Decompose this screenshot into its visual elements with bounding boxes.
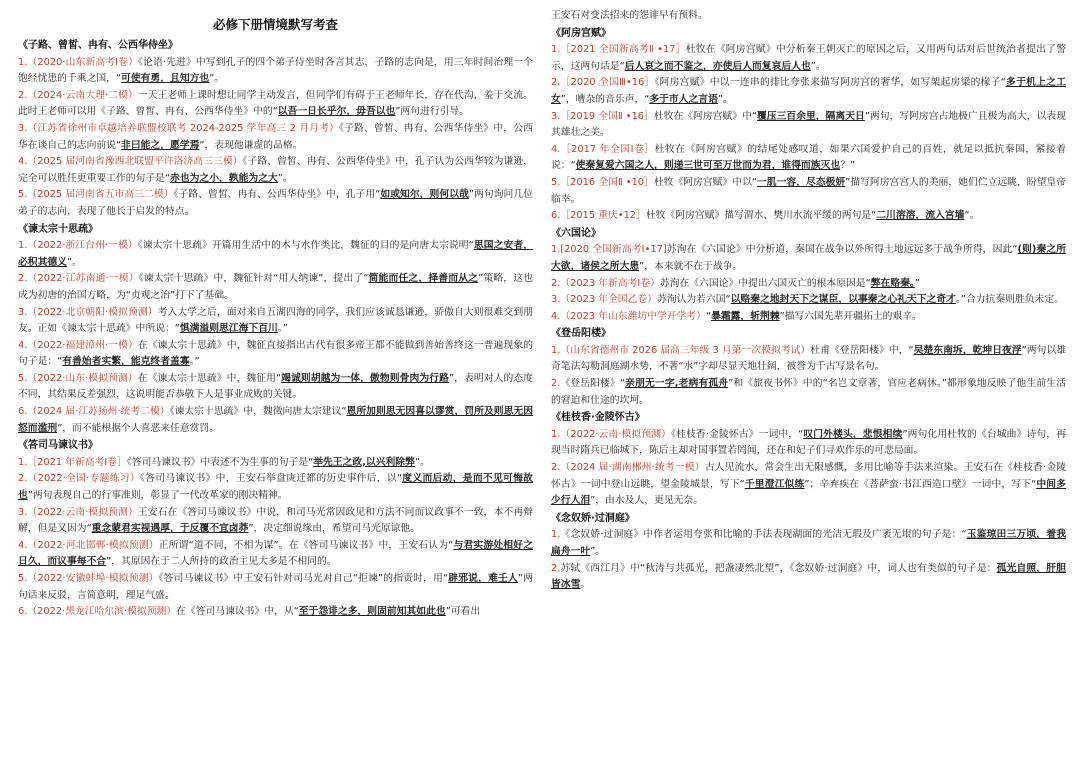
question-text: 《子路、曾皙、冉有、公西华侍坐》中，公西华在谈自己的志向前说“ <box>18 122 533 151</box>
question-item <box>18 338 533 371</box>
answer-text: 重念蒙君实视遇厚，于反覆不宜卤莽 <box>91 523 249 535</box>
question-item <box>18 154 533 187</box>
question-source: （2022·浙江台州·一模） <box>27 240 138 252</box>
question-item <box>551 343 1066 376</box>
question-number: 3. <box>18 506 28 518</box>
question-number: 4. <box>551 143 561 155</box>
section-heading: 《答司马谏议书》 <box>18 440 98 452</box>
question-source: （2020·山东新高考Ⅰ卷） <box>27 56 139 68</box>
question-number: 2. <box>551 562 561 574</box>
question-text: 正所谓“道不同，不相为谋”。在《答司马谏议书》中，王安石认为“ <box>158 539 454 551</box>
question-item <box>18 471 533 504</box>
question-source: ［2015 重庆•12］ <box>560 210 646 222</box>
question-text: 杜甫《登岳阳楼》中，“ <box>810 344 914 356</box>
question-item <box>18 238 533 271</box>
question-text-tail: ”。 <box>590 546 606 557</box>
answer-text: 如或知尔，则何以哉 <box>380 189 469 201</box>
question-text: 苏轼《西江月》中“秋涛与共孤光，把盏凄然北望”，《念奴娇·过洞庭》中，词人也有类似的句子是： <box>560 562 997 574</box>
question-number: 2. <box>18 273 28 285</box>
question-item <box>551 208 1066 225</box>
question-text-tail: ”。 <box>810 60 826 72</box>
question-text: 《阿房宫赋》中以一连串的排比夸张来描写阿房宫的奢华，如写架起房梁的椽子“ <box>654 77 1006 89</box>
answer-text: 叹门外楼头，悲恨相续 <box>803 428 903 440</box>
question-item <box>551 109 1066 142</box>
question-text: 杜牧在《阿房宫赋》的结尾处感叹道，如果六国爱护自己的百姓，就足以抵抗秦国，紧接着说：“ <box>551 143 1067 172</box>
answer-text: 多于市人之言语 <box>649 93 718 105</box>
answer-text: 举先王之政,以兴利除弊 <box>313 456 415 468</box>
question-source: （2023 年新高考Ⅰ卷） <box>560 277 660 289</box>
question-number: 2. <box>18 473 28 485</box>
question-text-tail: ”两句以雄奇笔法勾勒洞庭湖水势，不著“水”字却尽显天地壮阔，被誉为千古写景名句。 <box>551 344 1067 373</box>
question-source: （2022·江苏南通·一模） <box>27 273 139 285</box>
question-item <box>18 455 533 472</box>
question-text: 在《谏太宗十思疏》中，魏征直接指出古代有很多帝王都不能做到善始善终这一普遍现象的句子是：“ <box>18 339 533 368</box>
answer-text: 有善始者实繁，能克终者盖寡 <box>62 356 190 368</box>
question-item <box>18 55 533 88</box>
question-text: 苏洵在《六国论》中分析道，秦国在战争以外所得土地远远多于战争所得，因此“ <box>666 244 1018 256</box>
question-source: （2022·云南·模拟预测） <box>27 506 138 518</box>
question-text-tail: ”。 <box>964 210 980 222</box>
question-text-tail: ”两句化用杜牧的《台城曲》诗句，再现当时隋兵已临城下，陈后主却对国事置若罔闻，还在和妃子们寻欢作乐的可悲局面。 <box>551 428 1066 457</box>
question-source: （2024·云南大理·二模） <box>27 89 138 101</box>
question-item <box>551 75 1066 108</box>
question-text: 在《答司马谏议书》中，从“ <box>176 606 299 618</box>
question-item <box>18 571 533 604</box>
question-number: 1. <box>551 428 561 440</box>
question-source: ［2019 全国Ⅱ •16］ <box>560 110 654 122</box>
question-number: 4. <box>18 539 28 551</box>
question-number: 4. <box>551 310 561 322</box>
answer-text: 中间多少行人泪 <box>551 478 1067 507</box>
question-number: 1. <box>18 56 28 68</box>
question-text-tail: ”可看出 <box>445 606 481 618</box>
question-item <box>551 527 1066 560</box>
question-number: 5. <box>18 372 28 384</box>
question-text-tail: 。 <box>580 579 591 591</box>
question-text-tail: ”。 <box>414 456 430 468</box>
question-number: 3. <box>551 110 561 122</box>
question-text: 王安石在《答司马谏议书》中说，和司马光常因政见和方法不同而议政事不一致，本不再辩解，但是又因为“ <box>18 506 533 535</box>
answer-text: 度义而后动，是而不见可悔故也 <box>18 473 533 502</box>
question-text-tail: ”，本来就不在于战争。 <box>639 260 743 272</box>
answer-text: 可使有勇，且知方也 <box>121 73 210 85</box>
answer-text: 简能而任之，择善而从之 <box>368 273 479 285</box>
answer-text: 惧满溢则思江海下百川 <box>179 323 278 335</box>
question-number: 2. <box>551 77 561 89</box>
answer-text: 与君实游处相好之日久，而议事每不合 <box>18 539 534 568</box>
question-text: 《登岳阳楼》“ <box>560 378 626 390</box>
question-text: 《谏太宗十思疏》中，魏徵向唐太宗建议“ <box>169 406 347 418</box>
question-text: 《子路、曾皙、冉有、公西华侍坐》中，孔子用“ <box>173 189 381 201</box>
question-text-tail: ”。 <box>66 256 82 268</box>
answer-text: 亲朋无一字,老病有孤舟 <box>625 378 729 390</box>
question-text: 《念奴娇·过洞庭》中作者运用夸张和比喻的手法表现湖面的光洁无瑕及广袤无垠的句子是：“ <box>560 529 967 541</box>
question-number: 1. <box>18 456 28 468</box>
question-number: 1. <box>18 240 28 252</box>
question-source: （2022·山东·模拟预测） <box>27 372 138 384</box>
question-text-tail: ”策略，这也成为初唐的治国方略，为“贞观之治”打下了基础。 <box>18 273 534 301</box>
question-item <box>18 187 533 220</box>
question-text: 《子路、曾皙、冉有、公西华侍坐》中，孔子认为公西华较为谦逊，完全可以胜任更重要工作的句子是“ <box>18 156 533 184</box>
question-text-tail: ”。 <box>277 172 293 184</box>
question-number: 5. <box>551 176 561 188</box>
question-text-tail: ”，决定细说缘由，希望司马光原谅他。 <box>248 523 421 535</box>
question-item <box>18 121 533 154</box>
question-number: 3. <box>551 294 561 306</box>
question-text-tail: ”描写六国先辈开疆拓土的艰辛。 <box>779 310 922 322</box>
question-text-tail: 。” <box>189 356 200 368</box>
question-source: ［2021 年新高考Ⅰ卷］ <box>27 456 127 468</box>
question-text-tail: ”描写阿房宫宫人的美丽，她们伫立远眺，盼望皇帝临幸。 <box>551 176 1066 205</box>
question-text-tail: ”和《旅夜书怀》中的“名岂文章著，官应老病休。”都形象地反映了他生前生活的窘迫和仕途的坎坷。 <box>551 378 1066 406</box>
section-heading: 《阿房宫赋》 <box>551 27 611 39</box>
question-number: 1. <box>551 244 561 256</box>
question-source: ［2017 年全国Ⅰ卷］ <box>560 143 655 155</box>
question-source: （2022·河北邯郸·模拟预测） <box>27 539 159 551</box>
left-column <box>18 8 533 764</box>
question-text-tail: ”，其原因在于二人所持的政治主见大多是不相同的。 <box>106 556 337 568</box>
question-text-tail: ”。 <box>209 73 225 85</box>
question-number: 3. <box>18 122 28 134</box>
question-item <box>18 604 533 621</box>
question-text-tail: ”；辛弃疾在《菩萨蛮·书江西造口壁》一词中，写下“ <box>804 478 1037 490</box>
question-item <box>18 305 533 338</box>
question-text-tail: ”。 <box>717 93 733 105</box>
question-text-tail: ”，嘈杂的音乐声，“ <box>560 93 650 105</box>
question-item <box>551 142 1066 175</box>
section-heading: 《谏太宗十思疏》 <box>18 223 98 235</box>
question-number: 6. <box>551 210 561 222</box>
answer-text: 覆压三百余里，隔离天日 <box>756 110 865 122</box>
question-text-tail: ”，表现他谦虚的品格。 <box>199 139 303 151</box>
question-text-tail: ”，而不能根据个人喜恶来任意赏罚。 <box>57 422 220 434</box>
question-item <box>18 538 533 571</box>
question-number: 5. <box>18 573 28 584</box>
answer-text: 孤光自照，肝胆皆冰雪 <box>551 562 1066 591</box>
answer-text: 千里澄江似练 <box>744 478 805 490</box>
answer-text: 以赂秦之地封天下之谋臣，以事秦之心礼天下之奇才 <box>730 294 956 306</box>
question-number: 1. <box>551 344 561 356</box>
question-text: 一天王老师上课时想让同学主动发言，但同学们有碍于王老师年长，存在代沟，羞于交流。此时王老师可以用《子路、曾皙、冉有、公西华侍坐》中的“ <box>18 89 533 118</box>
question-source: （2022·黑龙江哈尔滨·模拟预测） <box>27 606 177 618</box>
question-text-tail: ”两句表现自己的行事准则，彰显了一代改革家的刚决精神。 <box>27 490 288 502</box>
question-item <box>551 376 1066 409</box>
answer-text: 思国之安者，必积其德义 <box>18 240 533 268</box>
question-item <box>551 242 1066 275</box>
answer-text: 至于怨诽之多，则固前知其如此也 <box>298 606 446 618</box>
answer-text: 使秦复爱六国之人，则递三世可至万世而为君，谁得而族灭也 <box>575 160 841 172</box>
answer-text: 赤也为之小，孰能为之大 <box>170 172 278 184</box>
question-number: 6. <box>18 606 28 618</box>
question-item <box>551 309 1066 326</box>
answer-text: 竭诚则胡越为一体，傲物则骨肉为行路 <box>281 372 449 384</box>
answer-text: 吴楚东南坼，乾坤日夜浮 <box>913 344 1022 356</box>
question-text-tail: ”，表明对人的态度不同，其结果反差强烈，这说明能否恭敬下人是事业成败的关键。 <box>18 372 534 401</box>
question-text: 苏洵在《六国论》中提出六国灭亡的根本原因是“ <box>659 277 871 289</box>
question-number: 2. <box>551 277 561 289</box>
answer-text: 暴霜露，斩荆棘 <box>711 310 780 322</box>
section-heading: 《桂枝香·金陵怀古》 <box>551 412 645 424</box>
question-source: （2025 届河南省五市高三二模） <box>27 189 174 201</box>
question-item <box>551 460 1066 510</box>
question-text: 杜牧在《阿房宫赋》中“ <box>653 110 757 122</box>
section-heading: 《登岳阳楼》 <box>551 328 611 340</box>
question-text: 《桂枝香·金陵怀古》一词中，“ <box>671 428 804 440</box>
question-item <box>551 175 1066 208</box>
question-text: 《答司马谏议书》中，王安石举盘庚迁都的历史事件后，以“ <box>139 473 403 485</box>
question-number: 6. <box>18 406 28 418</box>
question-item <box>551 292 1066 309</box>
question-text: 《答司马谏议书》中表述不为生事的句子是“ <box>126 456 314 468</box>
question-item <box>18 371 533 404</box>
question-number: 2. <box>551 378 561 390</box>
question-text: 苏洵认为若六国“ <box>656 294 731 306</box>
question-text: 《答司马谏议书》中王安石针对司马光对自己“拒谏”的指责时，用“ <box>158 573 449 584</box>
question-text-tail: 。”合力抗秦则胜负未定。 <box>955 294 1064 306</box>
answer-text: 二川溶溶，流入宫墙 <box>876 210 965 222</box>
question-number: 4. <box>18 156 28 168</box>
question-source: [2020 全国新高考Ⅰ•17] <box>560 244 667 256</box>
question-item <box>18 404 533 437</box>
answer-text: 玉鉴琼田三万顷，着我扁舟一叶 <box>551 529 1066 557</box>
page-title: 必修下册情境默写考查 <box>212 17 338 32</box>
question-source: ［2016 全国Ⅱ •10］ <box>560 176 654 188</box>
question-item <box>18 505 533 538</box>
question-item <box>18 88 533 121</box>
answer-text: 弊在赂秦。 <box>870 277 915 289</box>
question-text-tail: ”两句进行引导。 <box>395 106 470 118</box>
question-source: （2024 届·湖南郴州·统考一模） <box>560 462 705 474</box>
answer-text: 非曰能之，愿学焉 <box>121 139 200 151</box>
question-number: 4. <box>18 339 28 351</box>
question-source: （2025 届河南省豫西北联盟平许洛济高三三模） <box>27 156 243 168</box>
question-item <box>551 276 1066 293</box>
answer-text: 多于机上之工女 <box>551 77 1067 105</box>
question-text: 在《谏太宗十思疏》中，魏征用“ <box>137 372 282 384</box>
question-text-tail: ”两句话来反驳，言简意明，理足气盛。 <box>18 573 534 601</box>
question-text-tail: ”，由水及人，更见无奈。 <box>590 495 704 507</box>
question-source: （2022·全国·专题练习） <box>27 473 140 485</box>
question-text: 《谏太宗十思疏》开篇用生活中的木与水作类比，魏征的目的是向唐太宗说明“ <box>137 240 474 252</box>
continuation-text: 王安石对变法招来的怨诽早有预料。 <box>551 10 708 21</box>
question-item <box>551 427 1066 460</box>
section-heading: 《念奴娇·过洞庭》 <box>551 512 635 524</box>
question-number: 5. <box>18 189 28 201</box>
answer-text: 一肌一容，尽态极妍 <box>756 176 846 188</box>
question-source: （2023 年全国乙卷） <box>560 294 657 306</box>
question-text: 杜牧《阿房宫赋》描写渭水、樊川水流平缓的两句是“ <box>645 210 877 222</box>
question-text: 杜牧在《阿房宫赋》中分析秦王朝灭亡的原因之后，又用两句话对后世统治者提出了警示，这两句话是“ <box>551 44 1066 72</box>
question-source: （江苏省徐州市卓越培养联盟校联考 2024-2025 学年高三 2 月月考） <box>27 122 340 134</box>
question-number: 1. <box>551 44 561 56</box>
right-column <box>551 8 1066 764</box>
answer-text: 辟邪说，难壬人 <box>448 573 518 584</box>
question-item <box>551 42 1066 75</box>
answer-text: 恩所加则思无因喜以谬赏，罚所及则思无因怒而滥刑 <box>18 406 533 434</box>
question-text: 古人见流水，常会生出无限感慨，多用比喻等手法来渲染。王安石在《桂枝香·金陵怀古》一词中登山远眺，望金陵城景，写下“ <box>551 462 1066 490</box>
question-source: （2024 届·江苏扬州·统考二模） <box>27 406 170 418</box>
question-text-tail: ？” <box>840 160 856 172</box>
question-source: （2023 年山东潍坊中学开学考） <box>560 310 706 322</box>
question-source: （山东省德州市 2026 届高三年级 3 月第一次模拟考试） <box>560 344 811 356</box>
question-source: （2022·北京朝阳·模拟预测） <box>27 306 158 318</box>
question-text-tail: ” <box>914 277 920 289</box>
question-number: 2. <box>18 89 28 101</box>
question-source: （2022·安徽蚌埠·模拟预测） <box>27 573 159 584</box>
question-text-tail: ”两句，写阿房宫占地极广且极为高大，以表现其雄壮之美。 <box>551 110 1066 139</box>
question-source: （2022·云南·模拟预测） <box>560 428 672 440</box>
question-number: 3. <box>18 306 28 318</box>
answer-text: 以吾一日长乎尔，毋吾以也 <box>277 106 396 118</box>
question-text: 《论语·先进》中写到孔子的四个弟子侍坐时各言其志，子路的志向是，用三年时间治理一个饱经忧患的千乘之国，“ <box>18 56 533 85</box>
question-text-tail: ”两句询问几位弟子的志向，表现了他长于启发的特点。 <box>18 189 534 217</box>
question-text: 考入大学之后，面对来自五湖四海的同学，我们应该诚恳谦逊，骄傲自大则很难交到朋友。正如《谏太宗十思疏》中所说：“ <box>18 306 533 335</box>
question-source: ［2020 全国Ⅲ•16］ <box>560 77 655 89</box>
question-text-tail: 。” <box>277 323 288 335</box>
section-heading: 《子路、曾皙、冉有、公西华侍坐》 <box>18 40 178 51</box>
answer-text: (则)秦之所大欲，诸侯之所大患 <box>551 244 1066 272</box>
question-source: ［2021 全国新高考Ⅱ •17］ <box>560 44 686 56</box>
question-source: （2022·福建漳州·一模） <box>27 339 138 351</box>
question-text: “ <box>705 310 712 322</box>
question-text: 杜牧《阿房宫赋》中以“ <box>653 176 757 188</box>
section-heading: 《六国论》 <box>551 227 601 239</box>
question-item <box>18 271 533 304</box>
question-text: 《谏太宗十思疏》中，魏征针对“用人纳谏”，提出了“ <box>138 273 369 285</box>
question-number: 2. <box>551 462 561 474</box>
question-item <box>551 561 1066 594</box>
question-number: 1. <box>551 529 561 541</box>
answer-text: 后人哀之而不鉴之，亦使后人而复哀后人也 <box>624 60 811 72</box>
